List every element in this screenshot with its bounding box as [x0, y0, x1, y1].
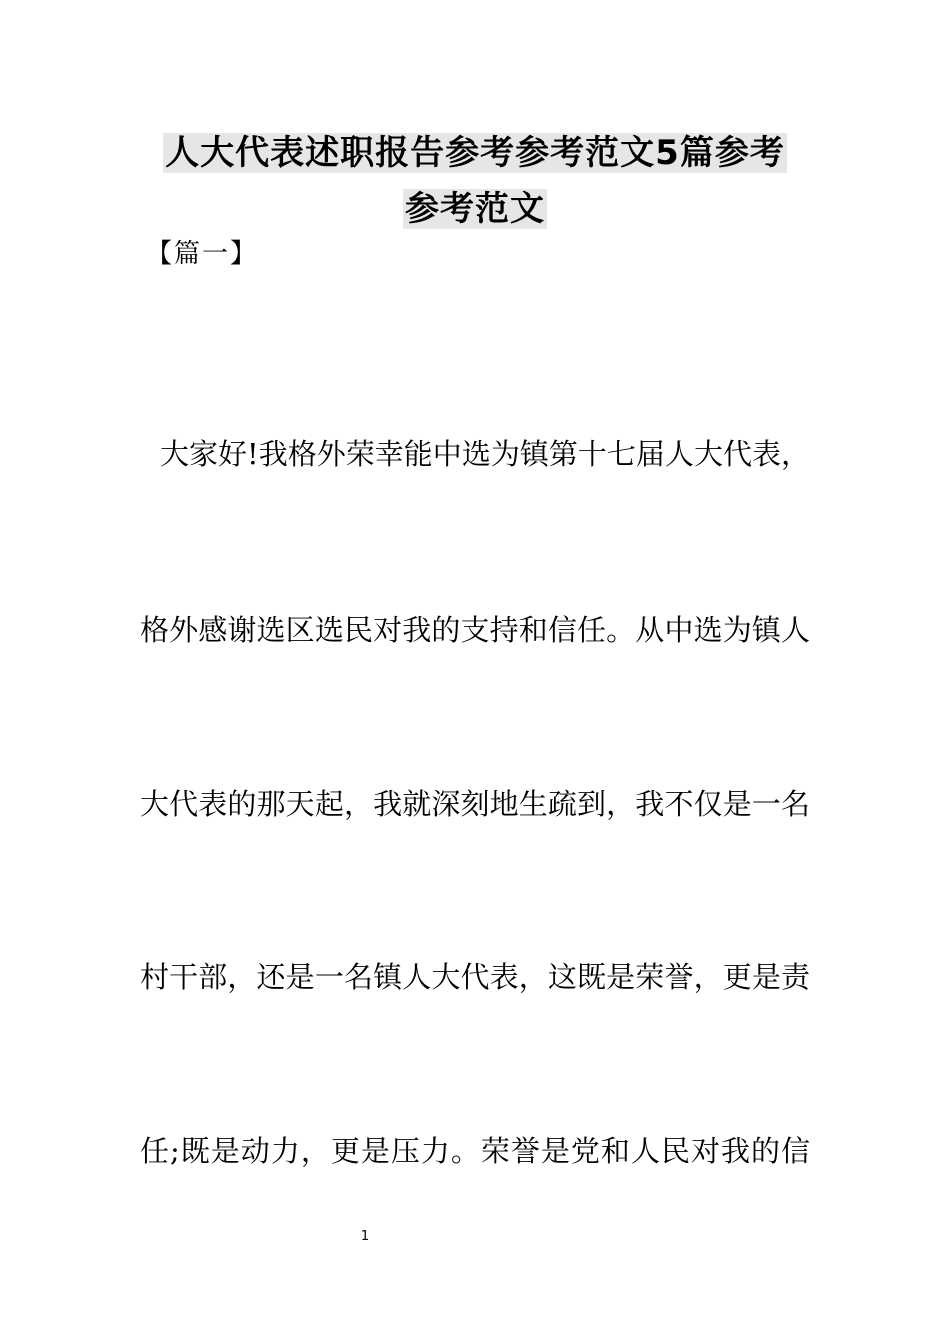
document-title-line-2 [0, 187, 950, 231]
document-title-text-1: 人大代表述职报告参考参考范文5篇参考 [165, 133, 785, 173]
page-number: 1 [360, 1229, 370, 1244]
section-label: 【篇一】 [146, 239, 259, 269]
document-title-line-1 [0, 131, 950, 175]
body-text-line-2: 格外感谢选区选民对我的支持和信任。从中选为镇人 [140, 613, 810, 647]
body-text-line-5: 任;既是动力，更是压力。荣誉是党和人民对我的信 [140, 1134, 810, 1168]
body-text-line-4: 村干部，还是一名镇人大代表，这既是荣誉，更是责 [140, 960, 810, 994]
body-text-line-3: 大代表的那天起，我就深刻地生疏到，我不仅是一名 [140, 787, 810, 821]
document-title-text-2: 参考范文 [405, 189, 545, 229]
body-text-line-1: 大家好!我格外荣幸能中选为镇第十七届人大代表， [160, 437, 810, 471]
